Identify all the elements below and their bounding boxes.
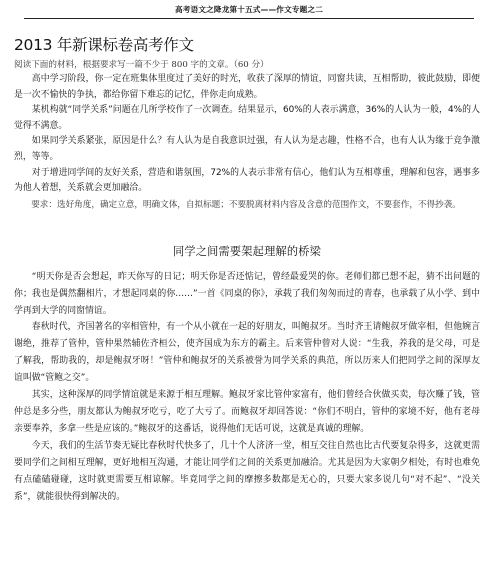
running-header: 高考语文之降龙第十五式——作文专题之二	[24, 0, 474, 19]
instruction-text: 阅读下面的材料，根据要求写一篇不少于 800 字的文章。（60 分）	[14, 60, 269, 70]
material-paragraph: 如果同学关系紧张，原因是什么？有人认为是自我意识过强，有人认为是志趣，性格不合，也有人认为缘于竞争激烈，等等。	[14, 136, 480, 162]
essay-paragraph: 其实，这种深厚的同学情谊就是来源于相互理解。鲍叔牙家比管仲家富有，他们曾经合伙做买卖，每次赚了钱，管仲总是多分些，朋友都认为鲍叔牙吃亏，吃了大亏了。而鲍叔牙却回答说：“你们不明白，管仲的家境不好，他有老母亲要奉养，多拿一些是应该的。”鲍叔牙的这番话，说得他们无话可说，这就是真诚的理解。	[14, 390, 480, 434]
material-paragraph: 高中学习阶段，你一定在班集体里度过了美好的时光，收获了深厚的情谊，同窗共读，互相帮助，彼此鼓励，即便是一次不愉快的争执，都给你留下难忘的记忆，伴你走向成熟。	[14, 74, 480, 100]
essay-paragraph: 今天，我们的生活节奏无疑比春秋时代快多了，几十个人济济一堂，相互交往自然也比古代要复杂得多，这就更需要同学们之间相互理解，更好地相互沟通，才能让同学们之间的关系更加融洽。尤其是因为大家朝夕相处，有时也难免有点磕磕碰碰，这时就更需要互相谅解。毕竟同学之间的摩擦多数都是无心的，只要大家多说几句“对不起”、“没关系”，就能很快得到解决的。	[14, 440, 480, 502]
essay-section	[14, 243, 480, 506]
requirements-text: 要求：选好角度，确定立意，明确文体，自拟标题；不要脱离材料内容及含意的范围作文，不要套作，不得抄袭。	[31, 199, 461, 210]
material-section	[14, 72, 480, 197]
material-paragraph: 某机构就“同学关系”问题在几所学校作了一次调查。结果显示，60%的人表示满意，36%的人认为一般，4%的人觉得不满意。	[14, 105, 480, 131]
essay-title: 同学之间需要架起理解的桥梁	[172, 244, 322, 258]
essay-paragraph: 春秋时代，齐国著名的宰相管仲，有一个从小就在一起的好朋友，叫鲍叔牙。当时齐王请鲍叔牙做宰相，但他婉言谢绝，推荐了管仲，管仲果然辅佐齐桓公，使齐国成为东方的霸主。后来管仲曾对人说：“生我，养我的是父母，可是了解我，帮助我的，却是鲍叔牙呀！”管仲和鲍叔牙的关系被誉为同学关系的典范，所以历来人们把同学之间的深厚友谊叫做“管鲍之交”。	[14, 322, 480, 384]
material-paragraph: 对于增进同学间的友好关系，营造和谐氛围，72%的人表示非常有信心，他们认为互相尊重，理解和包容，遇事多为他人着想，关系就会更加融洽。	[14, 167, 480, 194]
essay-paragraph: “明天你是否会想起，昨天你写的日记；明天你是否还惦记，曾经最爱哭的你。老师们都已想不起，猜不出问题的你；我也是偶然翻相片，才想起同桌的你……”一首《同桌的你》，承载了我们匆匆而过的青春，也承载了从小学、到中学再到大学的同窗情谊。	[14, 271, 480, 316]
page-title: 2013 年新课标卷高考作文	[14, 36, 194, 54]
